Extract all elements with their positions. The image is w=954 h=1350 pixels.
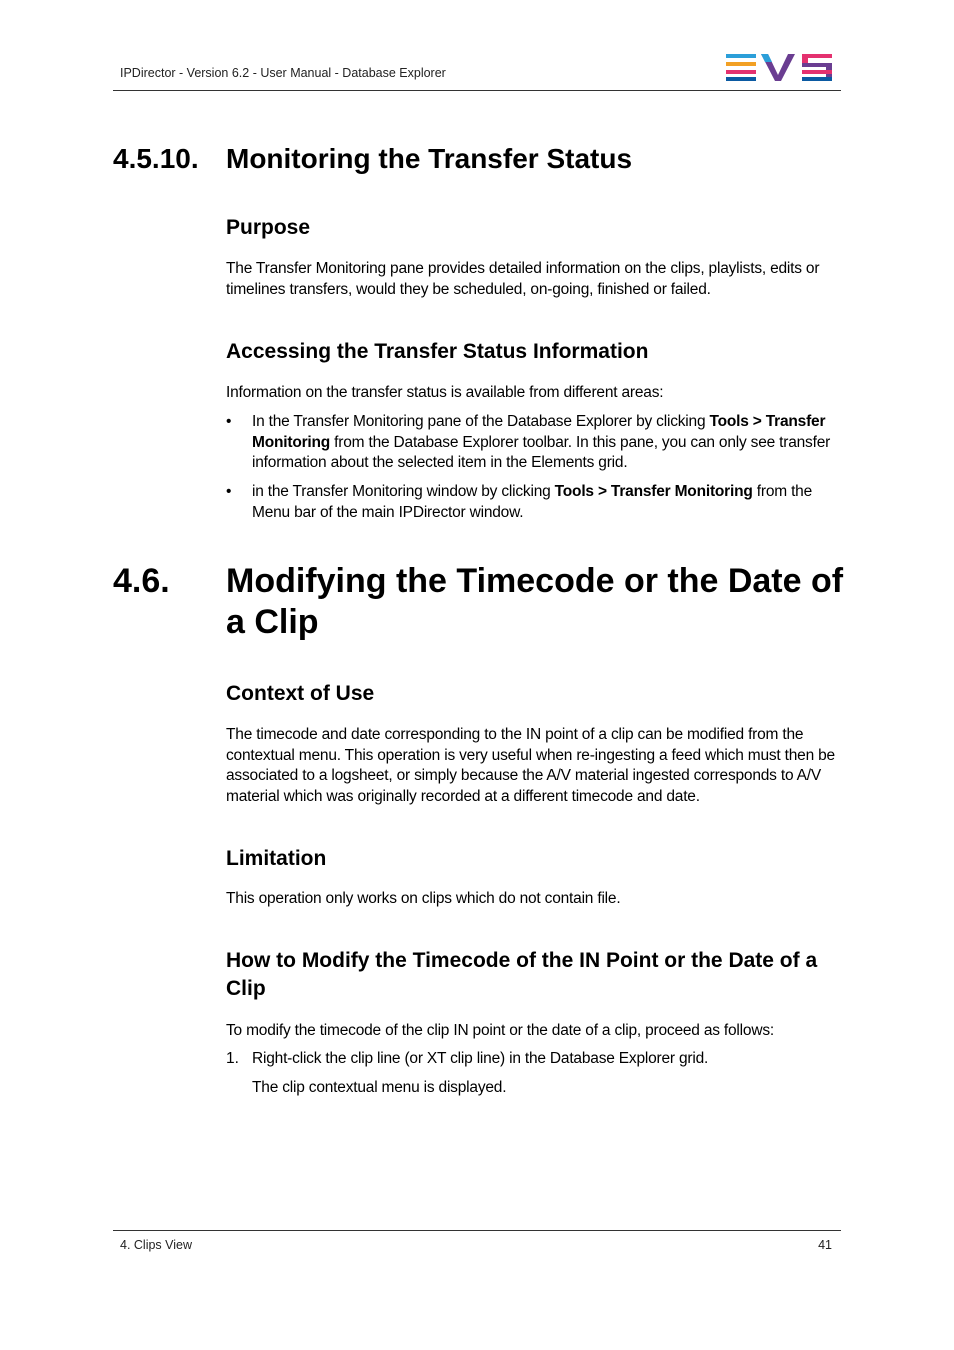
evs-logo-graphic	[726, 54, 834, 82]
howto-heading: How to Modify the Timecode of the IN Point or the Date of a Clip	[226, 949, 818, 1000]
purpose-text: The Transfer Monitoring pane provides detailed information on the clips, playlists, edits or timelines transfers, would they be scheduled, on-going, finished or failed.	[226, 260, 820, 298]
accessing-heading: Accessing the Transfer Status Information	[226, 340, 649, 363]
evs-logo	[726, 54, 834, 87]
section-number: 4.5.10.	[113, 143, 199, 174]
context-heading: Context of Use	[226, 682, 375, 705]
section-title: Monitoring the Transfer Status	[226, 143, 633, 174]
bullet-text-post: from the Database Explorer toolbar. In this pane, you can only see transfer information about the selected item in the Elements grid.	[252, 433, 831, 471]
bullet-item-transfer-window	[252, 482, 842, 523]
running-header: IPDirector - Version 6.2 - User Manual - Database Explorer	[120, 66, 446, 80]
howto-intro: To modify the timecode of the clip IN point or the date of a clip, proceed as follows:	[226, 1022, 774, 1039]
footer-chapter: 4. Clips View	[120, 1238, 193, 1252]
bullet-marker: •	[226, 413, 232, 430]
bullet-item-transfer-pane	[252, 412, 842, 474]
step-text: Right-click the clip line (or XT clip line) in the Database Explorer grid.	[252, 1050, 709, 1067]
chapter-section-number: 4.6.	[113, 562, 170, 600]
purpose-heading: Purpose	[226, 216, 311, 239]
bullet-text-post: from the Menu bar of the main IPDirector window.	[252, 483, 813, 521]
bullet-marker: •	[226, 483, 232, 500]
context-text: The timecode and date corresponding to the IN point of a clip can be modified from the contextual menu. This operation is very useful when re-ingesting a feed which must then be associated to a logsheet, or simply because the A/V material ingested corresponds to A/V material which was originally recorded at a different timecode and date.	[226, 726, 835, 805]
accessing-intro: Information on the transfer status is available from different areas:	[226, 384, 664, 401]
step-number: 1.	[226, 1050, 239, 1067]
menu-path: Tools > Transfer Monitoring	[252, 413, 826, 451]
footer-divider	[113, 1230, 841, 1231]
bullet-text-pre: in the Transfer Monitoring window by clicking	[252, 483, 555, 500]
bullet-text-pre: In the Transfer Monitoring pane of the Database Explorer by clicking	[252, 413, 710, 430]
menu-path: Tools > Transfer Monitoring	[554, 483, 753, 500]
chapter-section-title: Modifying the Timecode or the Date of a Clip	[226, 562, 844, 641]
page-number: 41	[818, 1238, 832, 1252]
step-result: The clip contextual menu is displayed.	[252, 1079, 507, 1096]
limitation-text: This operation only works on clips which do not contain file.	[226, 890, 621, 907]
limitation-heading: Limitation	[226, 847, 327, 870]
header-divider	[113, 90, 841, 91]
